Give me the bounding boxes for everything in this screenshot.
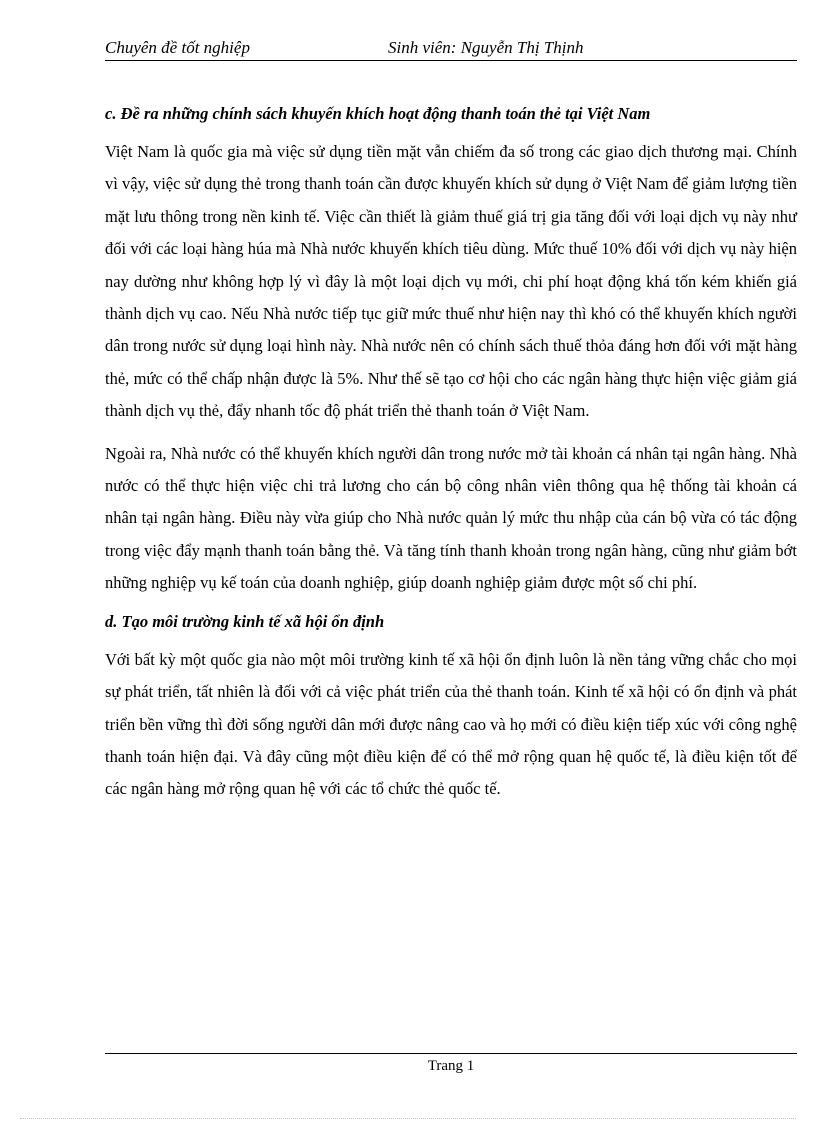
- page-number: Trang 1: [427, 1058, 475, 1074]
- header-title: Chuyên đề tốt nghiệp: [105, 38, 250, 57]
- header-student: Sinh viên: Nguyễn Thị Thịnh: [388, 38, 584, 57]
- page-bottom-border: [20, 1118, 796, 1119]
- page-header: [105, 38, 797, 61]
- section-c-paragraph-1: Việt Nam là quốc gia mà việc sử dụng tiền mặt vẫn chiếm đa số trong các giao dịch thương mại. Chính vì vậy, việc sử dụng thẻ trong thanh toán cần được khuyến khích sử dụng ở Việt Nam để giảm lượng tiền mặt lưu thông trong nền kinh tế. Việc cần thiết là giảm thuế giá trị gia tăng đối với loại dịch vụ này như đối với các loại hàng húa mà Nhà nước khuyến khích tiêu dùng. Mức thuế 10% đối với dịch vụ này hiện nay dường như không hợp lý vì đây là một loại dịch vụ mới, chi phí hoạt động khá tốn kém khiến giá thành dịch vụ cao. Nếu Nhà nước tiếp tục giữ mức thuế như hiện nay thì khó có thể khuyến khích người dân trong nước sử dụng loại hình này. Nhà nước nên có chính sách thuế thỏa đáng hơn đối với mặt hàng thẻ, mức có thể chấp nhận được là 5%. Như thế sẽ tạo cơ hội cho các ngân hàng thực hiện việc giảm giá thành dịch vụ thẻ, đẩy nhanh tốc độ phát triển thẻ thanh toán ở Việt Nam.: [105, 142, 797, 421]
- section-d-heading: d. Tạo môi trường kinh tế xã hội ổn định: [105, 611, 385, 631]
- page-footer: [105, 1053, 797, 1074]
- section-c-paragraph-2: Ngoài ra, Nhà nước có thể khuyến khích người dân trong nước mở tài khoản cá nhân tại ngân hàng. Nhà nước có thể thực hiện việc chi trả lương cho cán bộ công nhân viên thông qua hệ thống tài khoản cá nhân tại ngân hàng. Điều này vừa giúp cho Nhà nước quản lý mức thu nhập của cán bộ vừa có tác động trong việc đẩy mạnh thanh toán bằng thẻ. Và tăng tính thanh khoản trong ngân hàng, cũng như giảm bớt những nghiệp vụ kế toán của doanh nghiệp, giúp doanh nghiệp giảm được một số chi phí.: [105, 443, 797, 593]
- document-body: [105, 102, 797, 816]
- section-d-paragraph-1: Với bất kỳ một quốc gia nào một môi trường kinh tế xã hội ổn định luôn là nền tảng vững chắc cho mọi sự phát triển, tất nhiên là đối với cả việc phát triển của thẻ thanh toán. Kinh tế xã hội có ổn định và phát triển bền vững thì đời sống người dân mới được nâng cao và họ mới có điều kiện tiếp xúc với công nghệ thanh toán hiện đại. Và đây cũng một điều kiện để có thể mở rộng quan hệ quốc tế, là điều kiện tốt để các ngân hàng mở rộng quan hệ với các tổ chức thẻ quốc tế.: [105, 649, 797, 799]
- section-c-heading: c. Đề ra những chính sách khuyến khích hoạt động thanh toán thẻ tại Việt Nam: [105, 104, 651, 123]
